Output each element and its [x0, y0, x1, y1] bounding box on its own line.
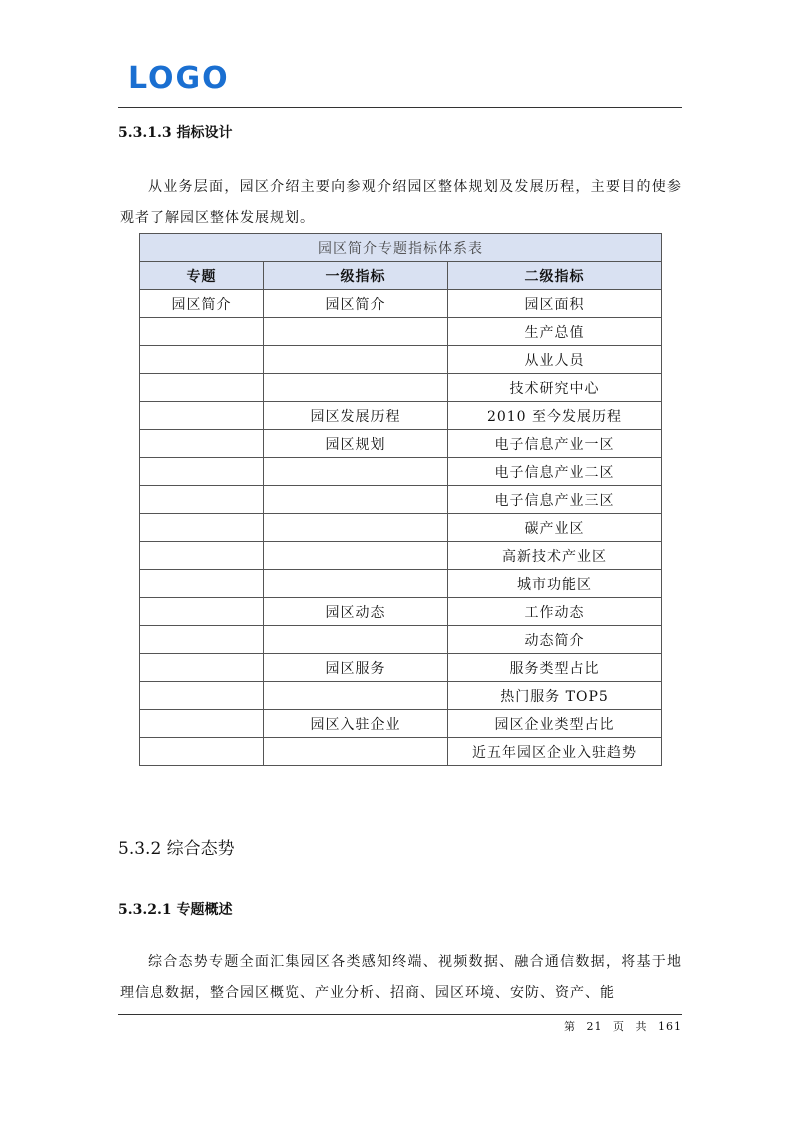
cell-level1	[264, 626, 448, 654]
table-row	[140, 290, 662, 318]
table-row	[140, 346, 662, 374]
table-caption: 园区简介专题指标体系表	[140, 234, 662, 262]
cell-topic	[140, 542, 264, 570]
cell-level2: 碳产业区	[448, 514, 662, 542]
table-row	[140, 682, 662, 710]
cell-level2: 园区企业类型占比	[448, 710, 662, 738]
cell-level1	[264, 514, 448, 542]
indicator-table	[139, 233, 662, 766]
cell-level2: 电子信息产业一区	[448, 430, 662, 458]
paragraph-topic-overview: 综合态势专题全面汇集园区各类感知终端、视频数据、融合通信数据，将基于地理信息数据，整合园区概览、产业分析、招商、园区环境、安防、资产、能	[120, 954, 682, 1001]
cell-level2: 技术研究中心	[448, 374, 662, 402]
table-row	[140, 486, 662, 514]
table-row	[140, 402, 662, 430]
logo: LOGO	[128, 61, 230, 96]
cell-level2: 高新技术产业区	[448, 542, 662, 570]
cell-topic	[140, 626, 264, 654]
cell-level1: 园区动态	[264, 598, 448, 626]
cell-topic	[140, 374, 264, 402]
table-row	[140, 710, 662, 738]
table-header-topic: 专题	[140, 262, 264, 290]
table-row	[140, 570, 662, 598]
footer-rule	[118, 1014, 682, 1015]
footer-page-number: 21	[586, 1020, 603, 1033]
cell-level1	[264, 374, 448, 402]
cell-level1	[264, 486, 448, 514]
table-row	[140, 654, 662, 682]
table-row	[140, 458, 662, 486]
table-row	[140, 430, 662, 458]
cell-level2: 动态简介	[448, 626, 662, 654]
table-row	[140, 626, 662, 654]
cell-topic	[140, 458, 264, 486]
footer-page-unit: 页	[613, 1020, 625, 1033]
table-row	[140, 374, 662, 402]
footer-total-pages: 161	[658, 1020, 682, 1033]
cell-topic	[140, 710, 264, 738]
cell-level2: 城市功能区	[448, 570, 662, 598]
cell-topic	[140, 514, 264, 542]
cell-topic	[140, 430, 264, 458]
cell-level2: 近五年园区企业入驻趋势	[448, 738, 662, 766]
cell-level1: 园区规划	[264, 430, 448, 458]
cell-level2: 电子信息产业三区	[448, 486, 662, 514]
cell-level1: 园区服务	[264, 654, 448, 682]
cell-level1: 园区入驻企业	[264, 710, 448, 738]
cell-topic: 园区简介	[140, 290, 264, 318]
cell-level1	[264, 542, 448, 570]
cell-level2: 工作动态	[448, 598, 662, 626]
header-rule	[118, 107, 682, 108]
cell-level2: 电子信息产业二区	[448, 458, 662, 486]
section-title-5-3-2: 5.3.2 综合态势	[118, 839, 235, 859]
page-footer	[558, 1018, 682, 1034]
cell-level1	[264, 682, 448, 710]
cell-level1: 园区发展历程	[264, 402, 448, 430]
cell-topic	[140, 486, 264, 514]
section-title-5-3-2-1: 5.3.2.1 专题概述	[118, 902, 233, 918]
table-row	[140, 514, 662, 542]
cell-level1	[264, 346, 448, 374]
table-body	[140, 290, 662, 766]
cell-level2: 2010 至今发展历程	[448, 402, 662, 430]
cell-topic	[140, 738, 264, 766]
cell-level1	[264, 570, 448, 598]
cell-topic	[140, 346, 264, 374]
cell-level1: 园区简介	[264, 290, 448, 318]
table-row	[140, 738, 662, 766]
cell-level1	[264, 738, 448, 766]
section-title-5-3-1-3: 5.3.1.3 指标设计	[118, 125, 233, 141]
cell-level2: 服务类型占比	[448, 654, 662, 682]
table-header-level1: 一级指标	[264, 262, 448, 290]
cell-level2: 园区面积	[448, 290, 662, 318]
cell-level2: 从业人员	[448, 346, 662, 374]
cell-topic	[140, 570, 264, 598]
cell-level1	[264, 318, 448, 346]
table-header-level2: 二级指标	[448, 262, 662, 290]
table-row	[140, 318, 662, 346]
paragraph-indicator-design: 从业务层面，园区介绍主要向参观介绍园区整体规划及发展历程，主要目的使参观者了解园区整体发展规划。	[120, 179, 682, 226]
cell-topic	[140, 318, 264, 346]
cell-topic	[140, 402, 264, 430]
table-row	[140, 598, 662, 626]
footer-page-label: 第	[564, 1020, 576, 1033]
cell-level1	[264, 458, 448, 486]
cell-topic	[140, 654, 264, 682]
cell-level2: 生产总值	[448, 318, 662, 346]
cell-topic	[140, 598, 264, 626]
cell-level2: 热门服务 TOP5	[448, 682, 662, 710]
cell-topic	[140, 682, 264, 710]
footer-total-label: 共	[635, 1020, 648, 1033]
table-row	[140, 542, 662, 570]
